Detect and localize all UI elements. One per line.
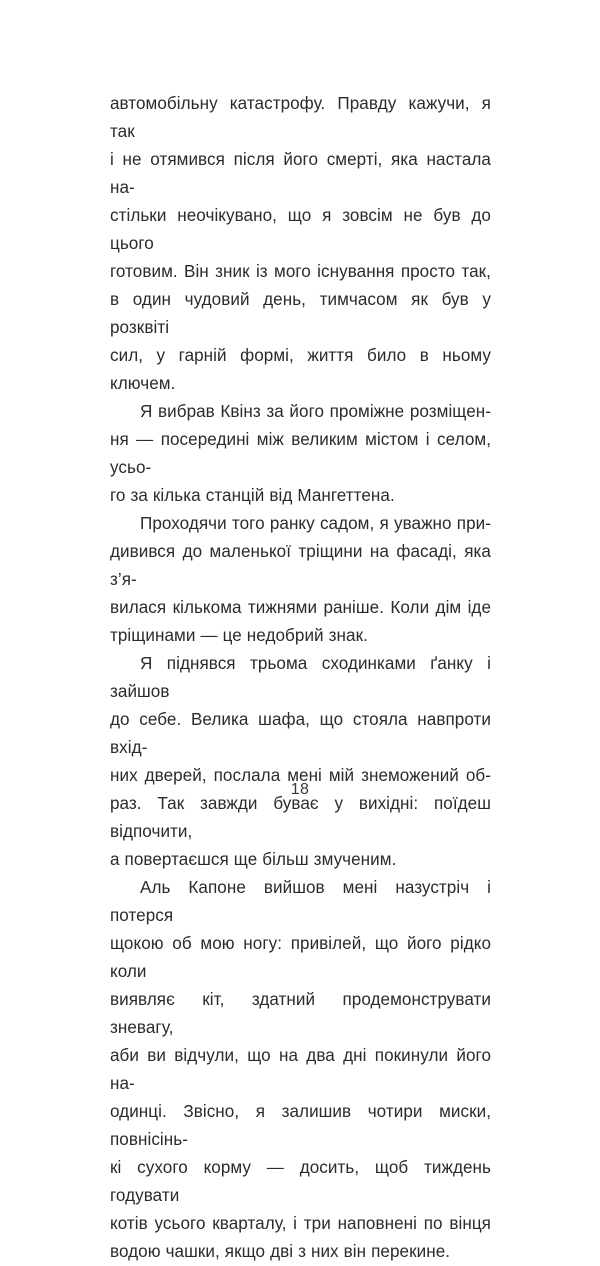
text-line: виявляє кіт, здатний продемонструвати зневагу, [110,990,496,1037]
text-line: водою чашки, якщо дві з них він перекине. [110,1242,451,1261]
text-line: аби ви відчули, що на два дні покинули його на- [110,1046,496,1093]
page-number: 18 [290,781,310,798]
text-line: них дверей, послала мені мій знеможений об- [110,766,491,785]
text-line: Проходячи того ранку садом, я уважно при- [140,514,491,533]
paragraph [110,398,496,510]
text-line: автомобільну катастрофу. Правду кажучи, я так [110,94,496,141]
text-line: сил, у гарній формі, життя било в ньому ключем. [110,346,496,393]
text-line: раз. Так завжди буває у вихідні: поїдеш відпочити, [110,794,496,841]
body-text [110,90,496,1266]
text-line: ня — посередині між великим містом і селом, усьо- [110,430,496,477]
text-line: дивився до маленької тріщини на фасаді, яка з’я- [110,542,496,589]
text-line: готовим. Він зник із мого існування просто так, [110,262,491,281]
text-line: Я вибрав Квінз за його проміжне розміщен- [140,402,491,421]
text-line: Я піднявся трьома сходинками ґанку і зайшов [110,654,496,701]
paragraph [110,874,496,1266]
paragraph [110,510,496,650]
text-line: стільки неочікувано, що я зовсім не був до цього [110,206,496,253]
text-line: одинці. Звісно, я залишив чотири миски, повнісінь- [110,1102,496,1149]
text-line: щокою об мою ногу: привілей, що його рідко коли [110,934,496,981]
text-line: і не отямився після його смерті, яка настала на- [110,150,496,197]
paragraph [110,90,496,398]
text-line: кі сухого корму — досить, щоб тиждень годувати [110,1158,496,1205]
text-line: до себе. Велика шафа, що стояла навпроти вхід- [110,710,496,757]
text-line: а повертаєшся ще більш змученим. [110,850,397,869]
text-line: котів усього кварталу, і три наповнені по вінця [110,1214,491,1233]
text-line: в один чудовий день, тимчасом як був у розквіті [110,290,496,337]
paragraph [110,650,496,874]
text-line: Аль Капоне вийшов мені назустріч і потерся [110,878,496,925]
text-line: го за кілька станцій від Мангеттена. [110,486,395,505]
text-line: вилася кількома тижнями раніше. Коли дім іде [110,598,491,617]
text-line: тріщинами — це недобрий знак. [110,626,368,645]
